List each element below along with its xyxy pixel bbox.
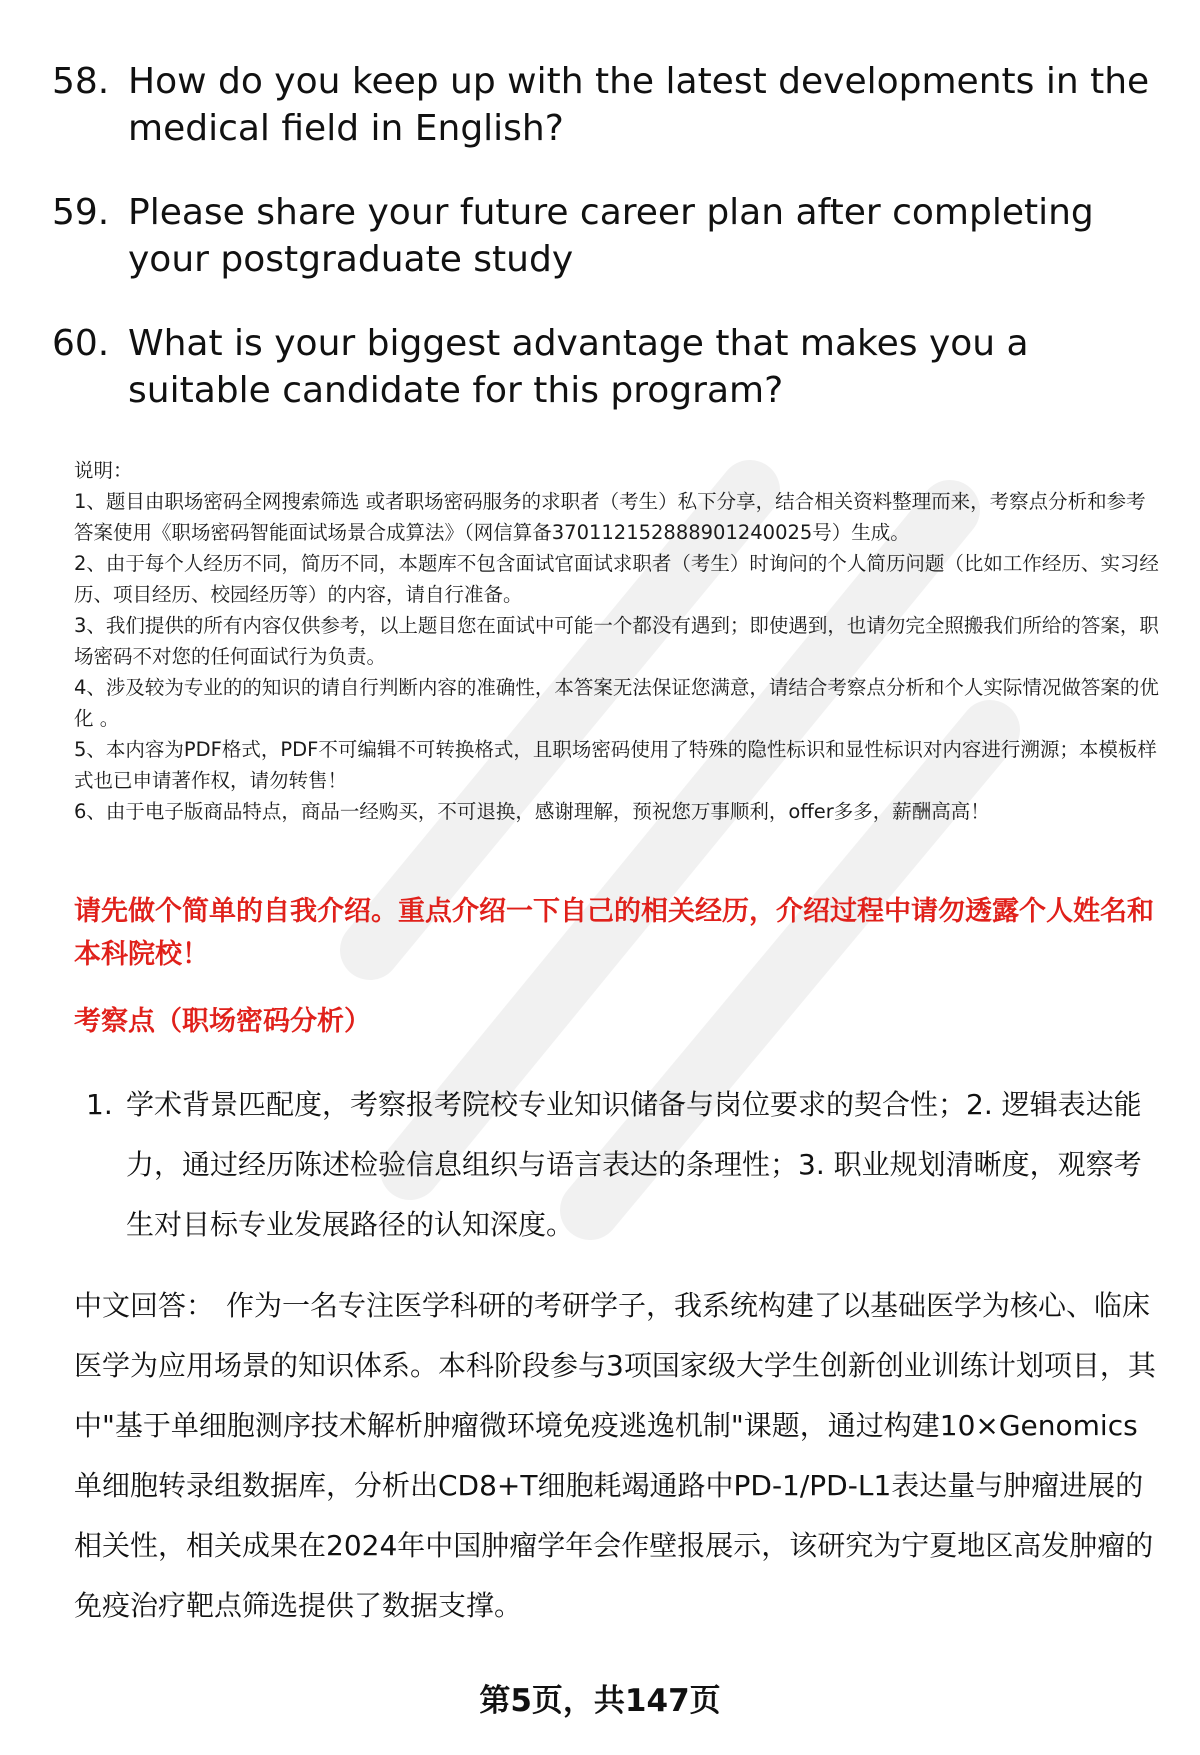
answer-text: 作为一名专注医学科研的考研学子，我系统构建了以基础医学为核心、临床医学为应用场景的知识体系。本科阶段参与3项国家级大学生创新创业训练计划项目，其中"基于单细胞测序技术解析肿瘤微环境免疫逃逸机制"课题，通过构建10×Genomics单细胞转录组数据库，分析出CD8+T细胞耗竭通路中PD-1/PD-L1表达量与肿瘤进展的相关性，相关成果在2024年中国肿瘤学年会作壁报展示，该研究为宁夏地区高发肿瘤的免疫治疗靶点筛选提供了数据支撑。 [74,1289,1156,1622]
answer-block [74,1276,1164,1636]
question-item [52,58,1162,152]
note-item: 6、由于电子版商品特点，商品一经购买，不可退换，感谢理解，预祝您万事顺利，offer多多，薪酬高高！ [74,800,990,823]
note-item: 1、题目由职场密码全网搜索筛选 或者职场密码服务的求职者（考生）私下分享，结合相关资料整理而来，考察点分析和参考答案使用《职场密码智能面试场景合成算法》（网信算备370112152888901240025号）生成。 [74,490,1146,544]
question-item [52,189,1162,283]
notes-block [74,455,1164,827]
answer-label: 中文回答： [74,1289,215,1322]
analysis-heading: 考察点（职场密码分析） [74,1006,371,1037]
analysis-marker: 1. [86,1088,113,1121]
question-number: 58. [52,61,110,102]
page-footer: 第5页，共147页 [479,1683,721,1719]
question-text: Please share your future career plan after completing your postgraduate study [128,192,1094,280]
question-number: 60. [52,323,110,364]
analysis-block [86,1075,1161,1241]
notes-title: 说明： [74,459,133,482]
question-list [52,58,1162,451]
question-item [52,320,1162,414]
note-item: 2、由于每个人经历不同，简历不同，本题库不包含面试官面试求职者（考生）时询问的个人简历问题（比如工作经历、实习经历、项目经历、校园经历等）的内容，请自行准备。 [74,552,1159,606]
note-item: 5、本内容为PDF格式，PDF不可编辑不可转换格式，且职场密码使用了特殊的隐性标识和显性标识对内容进行溯源；本模板样式也已申请著作权，请勿转售！ [74,738,1157,792]
note-item: 3、我们提供的所有内容仅供参考，以上题目您在面试中可能一个都没有遇到；即使遇到，也请勿完全照搬我们所给的答案，职场密码不对您的任何面试行为负责。 [74,614,1159,668]
interview-question-heading: 请先做个简单的自我介绍。重点介绍一下自己的相关经历，介绍过程中请勿透露个人姓名和本科院校！ [74,896,1154,970]
question-number: 59. [52,192,110,233]
analysis-text: 学术背景匹配度，考察报考院校专业知识储备与岗位要求的契合性；2. 逻辑表达能力，通过经历陈述检验信息组织与语言表达的条理性；3. 职业规划清晰度，观察考生对目标专业发展路径的认知深度。 [126,1088,1142,1241]
question-text: How do you keep up with the latest developments in the medical field in English? [128,61,1150,149]
question-text: What is your biggest advantage that makes you a suitable candidate for this program? [128,323,1029,411]
note-item: 4、涉及较为专业的的知识的请自行判断内容的准确性，本答案无法保证您满意，请结合考察点分析和个人实际情况做答案的优化 。 [74,676,1159,730]
